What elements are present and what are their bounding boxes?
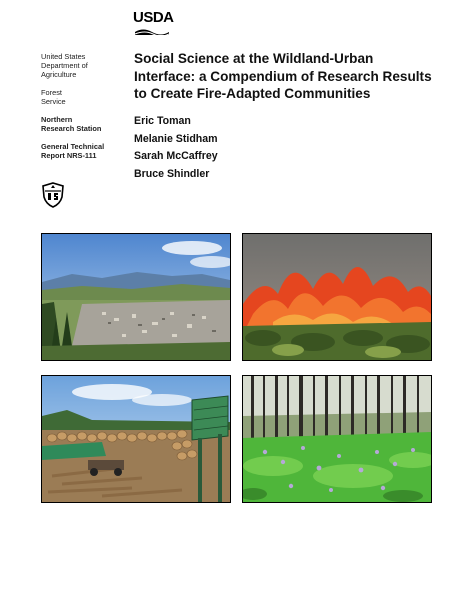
- log-yard-photo: [41, 375, 231, 503]
- usda-logo-text: USDA: [133, 9, 174, 26]
- usda-logo: [133, 9, 174, 38]
- burned-forest-regrowth-photo-icon: [243, 376, 431, 502]
- town-valley-photo: [41, 233, 231, 361]
- usda-logo-icon: [133, 26, 171, 36]
- report-title: Social Science at the Wildland-Urban Interface: a Compendium of Research Results to Create Fire-Adapted Communities: [134, 51, 432, 101]
- department-name: United States Department of Agriculture: [41, 52, 88, 79]
- forest-service-shield-icon: [42, 182, 64, 208]
- sidebar: [41, 52, 129, 169]
- forest-fire-photo-icon: [243, 234, 431, 360]
- author-list: [134, 113, 218, 183]
- forest-fire-photo: [242, 233, 432, 361]
- service-name: Forest Service: [41, 88, 66, 106]
- author-name: Melanie Stidham: [134, 132, 218, 145]
- log-yard-photo-icon: [42, 376, 230, 502]
- report-number: General Technical Report NRS-111: [41, 142, 105, 160]
- burned-forest-regrowth-photo: [242, 375, 432, 503]
- author-name: Eric Toman: [134, 115, 191, 127]
- author-name: Sarah McCaffrey: [134, 150, 218, 163]
- town-valley-photo-icon: [42, 234, 230, 360]
- station-name: Northern Research Station: [41, 115, 102, 133]
- author-name: Bruce Shindler: [134, 167, 210, 180]
